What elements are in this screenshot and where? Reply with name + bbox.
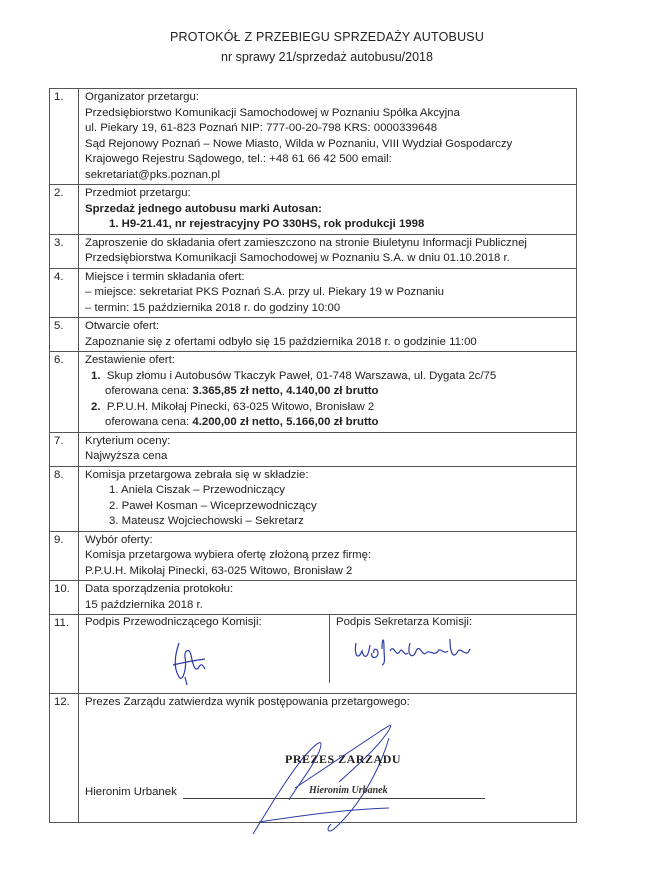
approval-cell xyxy=(79,694,577,823)
row-number: 10. xyxy=(50,581,79,615)
row-number: 11. xyxy=(50,615,79,694)
row-number: 7. xyxy=(50,432,79,466)
stamp-name: Hieronim Urbanek xyxy=(309,785,388,796)
invitation-text-2: Przedsiębiorstwa Komunikacji Samochodowej w Poznaniu S.A. w dniu 01.10.2018 r. xyxy=(85,252,510,264)
place-term-cell xyxy=(79,268,577,318)
table-row xyxy=(50,466,577,531)
row-number: 5. xyxy=(50,318,79,352)
table-row xyxy=(50,432,577,466)
invitation-cell xyxy=(79,234,577,268)
price-label: oferowana cena: xyxy=(105,416,193,428)
offers-cell xyxy=(79,352,577,433)
table-row xyxy=(50,268,577,318)
list-marker: 2. xyxy=(91,400,101,413)
secretary-signature-box xyxy=(336,615,576,683)
section-heading: Organizator przetargu: xyxy=(85,91,199,103)
signer-name: Hieronim Urbanek xyxy=(85,786,177,798)
offer-2-price xyxy=(85,415,572,431)
organizer-name: Przedsiębiorstwo Komunikacji Samochodowej w Poznaniu Spółka Akcyjna xyxy=(85,106,460,119)
section-heading: Wybór oferty: xyxy=(85,533,153,546)
organizer-court: Sąd Rejonowy Poznań – Nowe Miasto, Wilda w Poznaniu, VIII Wydział Gospodarczy xyxy=(85,137,513,150)
row-number: 2. xyxy=(50,185,79,235)
selected-bidder: P.P.U.H. Mikołaj Pinecki, 63-025 Witowo, Bronisław 2 xyxy=(85,564,353,577)
secretary-signature-label: Podpis Sekretarza Komisji: xyxy=(336,616,473,628)
row-number: 1. xyxy=(50,89,79,185)
organizer-email: sekretariat@pks.poznan.pl xyxy=(85,168,221,181)
price-value: 4.200,00 zł netto, 5.166,00 zł brutto xyxy=(192,416,379,428)
chair-signature xyxy=(165,637,225,687)
subject-title: Sprzedaż jednego autobusu marki Autosan: xyxy=(85,202,322,215)
table-row xyxy=(50,615,577,694)
section-heading: Zestawienie ofert: xyxy=(85,354,175,366)
section-heading: Komisja przetargowa zebrała się w składzie: xyxy=(85,468,309,481)
row-number: 9. xyxy=(50,531,79,581)
opening-line: Zapoznanie się z ofertami odbyło się 15 października 2018 r. o godzinie 11:00 xyxy=(85,335,477,348)
table-row xyxy=(50,531,577,581)
case-number: nr sprawy 21/sprzedaż autobusu/2018 xyxy=(221,50,433,64)
document-title: PROTOKÓŁ Z PRZEBIEGU SPRZEDAŻY AUTOBUSU xyxy=(169,30,485,44)
protocol-date: 15 października 2018 r. xyxy=(85,598,203,611)
organizer-address: ul. Piekary 19, 61-823 Poznań NIP: 777-00-20-798 KRS: 0000339648 xyxy=(85,122,438,134)
offer-1-price xyxy=(85,384,572,400)
committee-member: 2. Paweł Kosman – Wiceprzewodniczący xyxy=(109,499,317,512)
price-label: oferowana cena: xyxy=(105,385,193,397)
section-heading: Otwarcie ofert: xyxy=(85,320,160,332)
chair-signature-label: Podpis Przewodniczącego Komisji: xyxy=(85,616,262,628)
secretary-signature xyxy=(350,629,500,669)
offer-2 xyxy=(85,400,572,416)
subject-item: 1. H9-21.41, nr rejestracyjny PO 330HS, rok produkcji 1998 xyxy=(109,218,425,230)
table-row xyxy=(50,185,577,235)
subject-cell xyxy=(79,185,577,235)
organizer-cell xyxy=(79,89,577,185)
protocol-table xyxy=(49,88,577,823)
offer-1 xyxy=(85,369,572,385)
section-heading: Kryterium oceny: xyxy=(85,434,171,447)
committee-member: 1. Aniela Ciszak – Przewodniczący xyxy=(109,484,286,496)
table-row xyxy=(50,694,577,823)
section-heading: Miejsce i termin składania ofert: xyxy=(85,270,245,283)
table-row xyxy=(50,234,577,268)
committee-member: 3. Mateusz Wojciechowski – Sekretarz xyxy=(109,515,304,527)
criterion-cell xyxy=(79,432,577,466)
row-number: 8. xyxy=(50,466,79,531)
offer-2-bidder: P.P.U.H. Mikołaj Pinecki, 63-025 Witowo, Bronisław 2 xyxy=(106,400,375,413)
selection-text: Komisja przetargowa wybiera ofertę złożoną przez firmę: xyxy=(85,549,372,561)
criterion-value: Najwyższa cena xyxy=(85,450,168,462)
approval-text: Prezes Zarządu zatwierdza wynik postępowania przetargowego: xyxy=(85,696,410,708)
president-stamp: PREZES ZARZĄDU xyxy=(285,752,402,766)
place-line: – miejsce: sekretariat PKS Poznań S.A. przy ul. Piekary 19 w Poznaniu xyxy=(85,286,444,298)
organizer-register: Krajowego Rejestru Sądowego, tel.: +48 61 66 42 500 email: xyxy=(85,153,392,165)
table-row xyxy=(50,318,577,352)
table-row xyxy=(50,352,577,433)
list-marker: 1. xyxy=(91,369,101,382)
selection-cell xyxy=(79,531,577,581)
chair-signature-box xyxy=(79,615,330,683)
president-signature xyxy=(239,712,439,842)
row-number: 4. xyxy=(50,268,79,318)
row-number: 12. xyxy=(50,694,79,823)
row-number: 6. xyxy=(50,352,79,433)
section-heading: Przedmiot przetargu: xyxy=(85,187,191,199)
opening-cell xyxy=(79,318,577,352)
price-value: 3.365,85 zł netto, 4.140,00 zł brutto xyxy=(192,385,379,397)
table-row xyxy=(50,89,577,185)
invitation-text-1: Zaproszenie do składania ofert zamieszczono na stronie Biuletynu Informacji Publicznej xyxy=(85,236,527,249)
committee-cell xyxy=(79,466,577,531)
signatures-cell xyxy=(79,615,577,694)
section-heading: Data sporządzenia protokołu: xyxy=(85,583,234,595)
date-cell xyxy=(79,581,577,615)
row-number: 3. xyxy=(50,234,79,268)
table-row xyxy=(50,581,577,615)
signature-line xyxy=(183,798,485,799)
offer-1-bidder: Skup złomu i Autobusów Tkaczyk Paweł, 01-748 Warszawa, ul. Dygata 2c/75 xyxy=(106,369,497,382)
term-line: – termin: 15 października 2018 r. do godziny 10:00 xyxy=(85,301,341,314)
